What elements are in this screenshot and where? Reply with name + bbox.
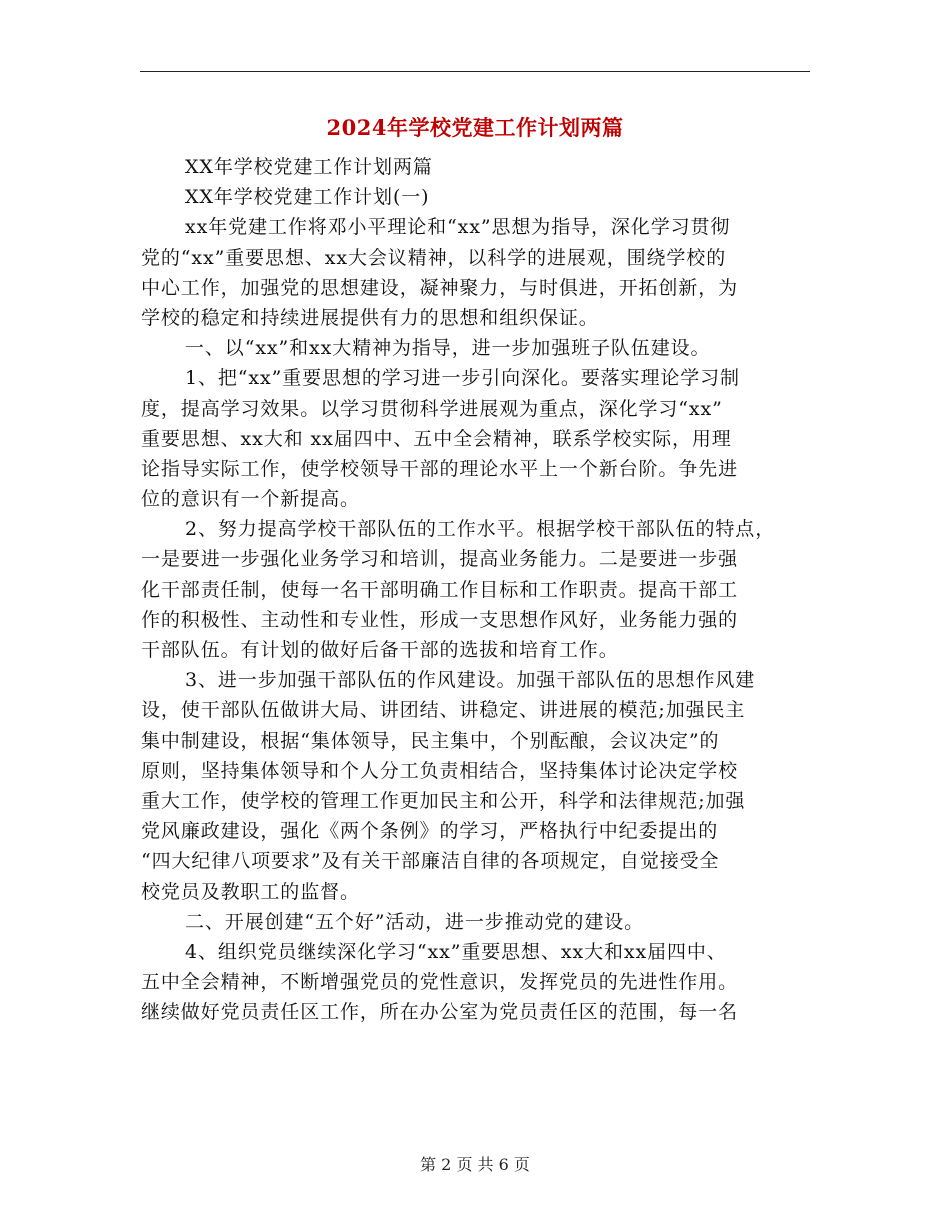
body-line: 一是要进一步强化业务学习和培训，提高业务能力。二是要进一步强 xyxy=(141,548,739,571)
body-line: 4、组织党员继续深化学习“xx”重要思想、xx大和xx届四中、 xyxy=(185,940,727,963)
body-line: 位的意识有一个新提高。 xyxy=(141,488,360,511)
body-line: 设，使干部队伍做讲大局、讲团结、讲稳定、讲进展的模范;加强民主 xyxy=(141,699,746,722)
body-line: 2、努力提高学校干部队伍的工作水平。根据学校干部队伍的特点， xyxy=(185,518,776,541)
header-rule xyxy=(140,71,810,72)
document-title: 2024年学校党建工作计划两篇 xyxy=(326,115,624,140)
document-body xyxy=(141,152,811,1027)
body-line: 作的积极性、主动性和专业性，形成一支思想作风好，业务能力强的 xyxy=(141,608,739,631)
body-line: XX年学校党建工作计划两篇 xyxy=(185,156,433,178)
body-line: 党风廉政建设，强化《两个条例》的学习，严格执行中纪委提出的 xyxy=(141,820,719,843)
body-line: 一、以“xx”和xx大精神为指导，进一步加强班子队伍建设。 xyxy=(185,337,711,360)
body-line: 干部队伍。有计划的做好后备干部的选拔和培育工作。 xyxy=(141,639,619,661)
body-line: 度，提高学习效果。以学习贯彻科学进展观为重点，深化学习“xx” xyxy=(141,397,723,420)
body-line: XX年学校党建工作计划(一) xyxy=(185,186,430,209)
body-line: 集中制建设，根据“集体领导，民主集中，个别酝酿，会议决定”的 xyxy=(141,729,720,752)
body-line: 二、开展创建“五个好”活动，进一步推动党的建设。 xyxy=(185,910,645,933)
body-line: 原则，坚持集体领导和个人分工负责相结合，坚持集体讨论决定学校 xyxy=(141,759,739,782)
body-line: 论指导实际工作，使学校领导干部的理论水平上一个新台阶。争先进 xyxy=(141,457,739,480)
body-line: 重大工作，使学校的管理工作更加民主和公开，科学和法律规范;加强 xyxy=(141,789,746,812)
body-line: 五中全会精神，不断增强党员的党性意识，发挥党员的先进性作用。 xyxy=(141,971,739,994)
body-line: 1、把“xx”重要思想的学习进一步引向深化。要落实理论学习制 xyxy=(185,367,740,390)
body-line: 党的“xx”重要思想、xx大会议精神，以科学的进展观，围绕学校的 xyxy=(141,246,727,269)
body-line: 重要思想、xx大和 xx届四中、五中全会精神，联系学校实际，用理 xyxy=(141,427,732,450)
body-line: 校党员及教职工的监督。 xyxy=(141,880,360,903)
body-line: 中心工作，加强党的思想建设，凝神聚力，与时俱进，开拓创新，为 xyxy=(141,276,739,299)
page-number-footer: 第 2 页 共 6 页 xyxy=(420,1155,530,1174)
body-line: xx年党建工作将邓小平理论和“xx”思想为指导，深化学习贯彻 xyxy=(185,216,731,239)
body-line: 继续做好党员责任区工作，所在办公室为党员责任区的范围，每一名 xyxy=(141,1001,739,1024)
body-line: “四大纪律八项要求”及有关干部廉洁自律的各项规定，自觉接受全 xyxy=(141,850,720,873)
body-line: 学校的稳定和持续进展提供有力的思想和组织保证。 xyxy=(141,306,599,329)
body-line: 3、进一步加强干部队伍的作风建设。加强干部队伍的思想作风建 xyxy=(185,669,756,692)
body-line: 化干部责任制，使每一名干部明确工作目标和工作职责。提高干部工 xyxy=(141,578,739,601)
